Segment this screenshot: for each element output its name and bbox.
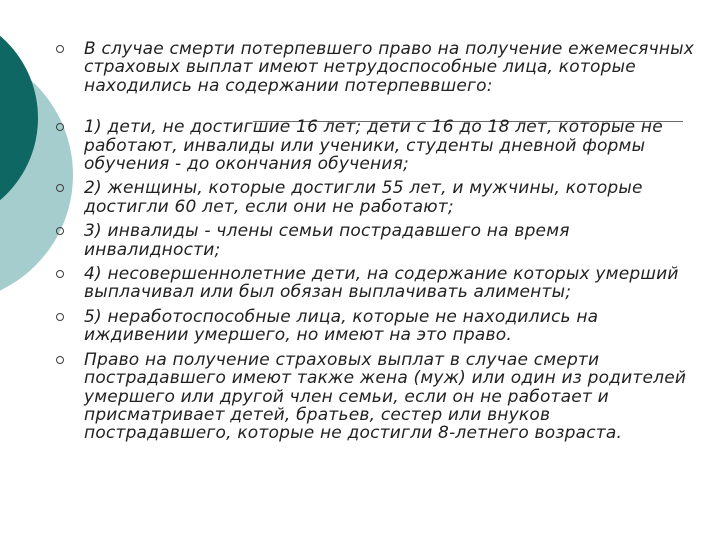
circle-bullet-icon xyxy=(56,270,64,278)
item-text: Право на получение страховых выплат в случае смерти пострадавшего имеют также жена (муж) или один из родителей умершего или другой член семьи, если он не работает и присматривает детей, братьев, сестер или внуков пострадавшего, которые не достигли 8-летнего возраста. xyxy=(84,349,687,444)
item-text: 2) женщины, которые достигли 55 лет, и мужчины, которые достигли 60 лет, если они не работают; xyxy=(84,178,643,217)
list-item-family-members xyxy=(50,351,700,443)
list-item-pensioners xyxy=(50,179,700,216)
circle-bullet-icon xyxy=(56,184,64,192)
item-text: 5) нерaботоспособные лица, которые не находились на иждивении умершего, но имеют на это право. xyxy=(84,306,599,346)
list-item-children xyxy=(50,118,700,173)
circle-bullet-icon xyxy=(56,313,64,321)
list-item-disabled xyxy=(50,222,700,259)
list-item-minors xyxy=(50,265,700,302)
list-item-non-dependents xyxy=(50,308,700,345)
item-text: 1) дети, не достигшие 16 лет; дети с 16 до 18 лет, которые не работают, инвалиды или ученики, студенты дневной формы обучения - до окончания обучения; xyxy=(84,117,663,175)
item-text: В случае смерти потерпевшего право на получение ежемесячных страховых выплат имеют нетрудоспособные лица, которые находились на содержании потерпеввшего: xyxy=(84,39,695,96)
circle-bullet-icon xyxy=(56,123,64,131)
circle-bullet-icon xyxy=(56,45,64,53)
item-text: 3) инвалиды - члены семьи пострадавшего на время инвалидности; xyxy=(84,221,570,260)
circle-bullet-icon xyxy=(56,356,64,364)
list-item-intro xyxy=(50,40,700,95)
item-text: 4) несовершеннолетние дети, на содержание которых умерший выплачивал или был обязан выплачивать алименты; xyxy=(84,264,679,303)
circle-bullet-icon xyxy=(56,227,64,235)
bullet-list xyxy=(50,40,700,449)
dark-teal-circle xyxy=(0,10,38,226)
